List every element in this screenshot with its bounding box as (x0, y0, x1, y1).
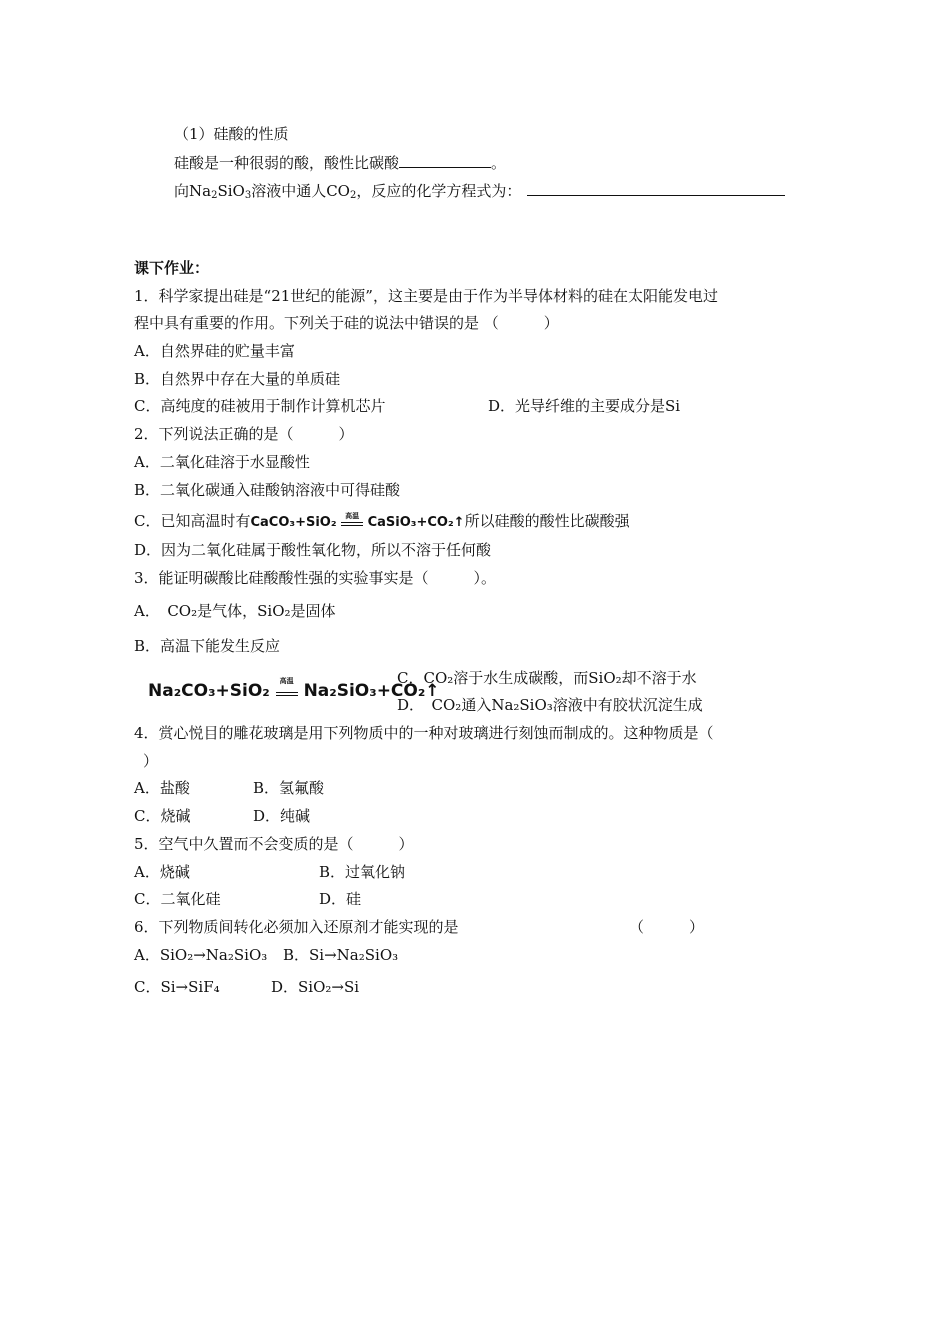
q6-answer-paren: （ ） (629, 918, 705, 936)
homework-title: 课下作业： (134, 259, 210, 277)
q2-option-b: B．二氧化碳通入硅酸钠溶液中可得硅酸 (134, 481, 401, 499)
property-end: 。 (491, 154, 507, 172)
section-heading: （1）硅酸的性质 (174, 125, 289, 143)
q1-stem-line1: 1．科学家提出硅是“21世纪的能源”，这主要是由于作为半导体材料的硅在太阳能发电过 (134, 287, 718, 305)
q1-option-c: C．高纯度的硅被用于制作计算机芯片 (134, 397, 386, 415)
eq-condition (276, 677, 298, 696)
q4-option-c: C．烧碱 (134, 807, 191, 825)
prompt-part: SiO (217, 182, 245, 200)
q5-option-d: D．硅 (319, 890, 362, 908)
q4-stem-line2: ） (143, 752, 159, 770)
eq-right: CaSiO₃+CO₂↑ (367, 515, 465, 530)
q2-option-a: A．二氧化硅溶于水显酸性 (134, 453, 310, 471)
q1-option-a: A．自然界硅的贮量丰富 (134, 342, 295, 360)
q1-option-b: B．自然界中存在大量的单质硅 (134, 370, 341, 388)
q5-option-c: C．二氧化硅 (134, 890, 221, 908)
q3-equation (148, 677, 440, 701)
q3-option-d: D． CO₂通入Na₂SiO₃溶液中有胶状沉淀生成 (397, 696, 703, 714)
q3-option-a: A． CO₂是气体，SiO₂是固体 (134, 602, 336, 620)
eq-condition-text: 高温 (345, 512, 360, 520)
q2-c-conclusion: 所以硅酸的酸性比碳酸强 (464, 512, 630, 530)
eq-condition (341, 514, 363, 526)
q1-option-d: D．光导纤维的主要成分是Si (488, 397, 681, 415)
q5-stem: 5．空气中久置而不会变质的是（ ） (134, 835, 414, 853)
equation-prompt-line: 向$Na_2SiO_3$溶液中通人$CO_2$，反应的化学方程式为： (174, 180, 785, 201)
q6-stem: 6．下列物质间转化必须加入还原剂才能实现的是 (134, 918, 459, 936)
q5-option-a: A．烧碱 (134, 863, 190, 881)
q2-c-text: C．已知高温时有 (134, 512, 251, 530)
property-text: 硅酸是一种很弱的酸，酸性比碳酸 (174, 154, 400, 172)
prompt-part: 溶液中通人CO (251, 182, 350, 200)
q3-option-b: B．高温下能发生反应 (134, 637, 281, 655)
eq-right: Na₂SiO₃+CO₂↑ (303, 681, 440, 701)
q3-option-c: C．CO₂溶于水生成碳酸，而SiO₂却不溶于水 (397, 669, 697, 687)
q6-option-d: D．SiO₂→Si (271, 978, 360, 996)
q2-option-c (134, 511, 630, 533)
eq-condition-text: 高温 (279, 677, 294, 685)
property-line (174, 152, 506, 173)
q6-option-a: A．SiO₂→Na₂SiO₃ (134, 946, 268, 964)
answer-blank[interactable] (399, 152, 491, 168)
prompt-part: ，反应的化学方程式为： (356, 182, 522, 200)
q3-stem: 3．能证明碳酸比硅酸酸性强的实验事实是（ ）。 (134, 569, 497, 587)
q5-option-b: B．过氧化钠 (319, 863, 406, 881)
eq-left: Na₂CO₃+SiO₂ (148, 681, 270, 701)
q2-stem: 2．下列说法正确的是（ ） (134, 425, 354, 443)
q4-option-b: B．氢氟酸 (253, 779, 325, 797)
eq-left: CaCO₃+SiO₂ (250, 515, 337, 530)
q6-option-b: B．Si→Na₂SiO₃ (283, 946, 399, 964)
q6-option-c: C．Si→SiF₄ (134, 978, 220, 996)
q2-option-d: D．因为二氧化硅属于酸性氧化物，所以不溶于任何酸 (134, 541, 492, 559)
q4-stem-line1: 4．赏心悦目的雕花玻璃是用下列物质中的一种对玻璃进行刻蚀而制成的。这种物质是（ (134, 724, 714, 742)
q2-c-equation (250, 512, 465, 530)
q4-option-a: A．盐酸 (134, 779, 190, 797)
q1-stem-line2: 程中具有重要的作用。下列关于硅的说法中错误的是 （ ） (134, 314, 559, 332)
q4-option-d: D．纯碱 (253, 807, 311, 825)
prompt-part: 向Na (174, 182, 212, 200)
equation-blank[interactable] (527, 180, 785, 196)
